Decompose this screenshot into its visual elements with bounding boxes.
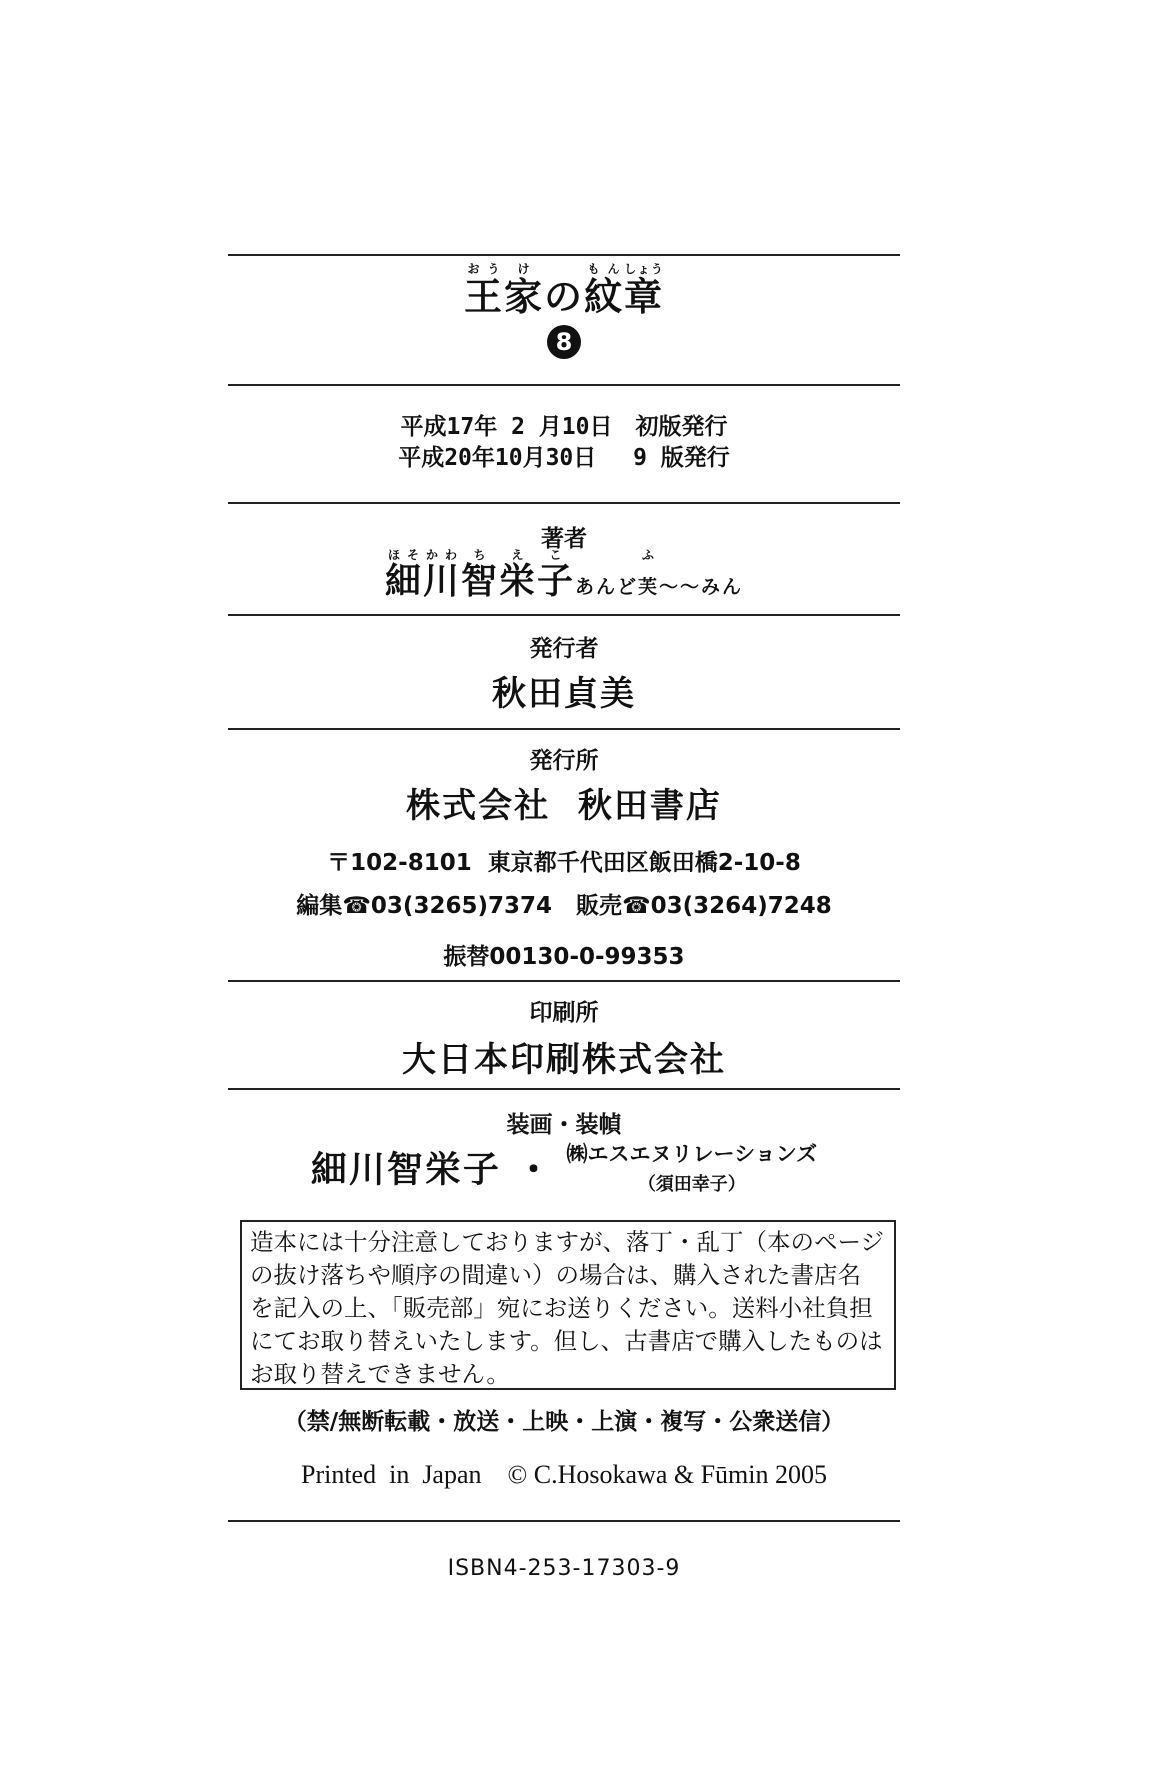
- volume-number-badge: 8: [547, 325, 581, 359]
- design-credits: [228, 1138, 900, 1196]
- design-company-name: ㈱エスエヌリレーションズ: [566, 1142, 818, 1166]
- publisher-address: 〒102-8101 東京都千代田区飯田橋2-10-8: [327, 850, 801, 876]
- title-char: 紋もん: [584, 262, 625, 319]
- author-name-kanji: [384, 548, 576, 602]
- printer-name: 大日本印刷株式会社: [402, 1040, 726, 1080]
- design-company-person: （須田幸子）: [637, 1174, 746, 1195]
- publisher-person-name: 秋田貞美: [492, 674, 636, 714]
- publisher-label: 発行所: [529, 748, 599, 774]
- current-edition-date: 平成20年10月30日 9 版発行: [398, 445, 730, 471]
- publisher-phones: 編集☎03(3265)7374 販売☎03(3264)7248: [296, 893, 832, 919]
- divider: [228, 384, 900, 386]
- author-name: [228, 548, 900, 604]
- author-suffix-pre: あんど: [575, 576, 639, 598]
- divider: [228, 728, 900, 730]
- printer-label: 印刷所: [529, 1000, 599, 1026]
- divider: [228, 1520, 900, 1522]
- author-label: 著者: [541, 526, 587, 552]
- defect-notice-box: [240, 1220, 896, 1390]
- author-suffix: [575, 548, 744, 598]
- author-suffix-post: 〜〜みん: [659, 576, 744, 598]
- printed-line: [228, 1460, 900, 1490]
- rights-notice: （禁/無断転載・放送・上映・上演・複写・公衆送信）: [283, 1409, 845, 1435]
- divider: [228, 254, 900, 256]
- title-char: 家け: [503, 262, 544, 319]
- design-company: [567, 1138, 818, 1196]
- isbn: ISBN4-253-17303-9: [447, 1556, 681, 1581]
- notice-line: お取り替えできません。: [250, 1360, 510, 1388]
- publisher-transfer-account: 振替00130-0-99353: [443, 944, 685, 970]
- author-char: 栄え: [498, 548, 537, 602]
- copyright-notice: © C.Hosokawa & Fūmin 2005: [507, 1460, 827, 1489]
- printed-in-japan: Printed in Japan: [300, 1460, 482, 1489]
- divider: [228, 614, 900, 616]
- title-char: の: [543, 275, 584, 319]
- notice-line: 造本には十分注意しておりますが、落丁・乱丁（本のページ: [250, 1228, 885, 1256]
- author-char: 智ち: [460, 548, 499, 602]
- author-char: 子こ: [537, 548, 576, 602]
- notice-line: の抜け落ちや順序の間違い）の場合は、購入された書店名: [250, 1261, 861, 1289]
- design-label: 装画・装幀: [506, 1112, 622, 1138]
- author-char: 川かわ: [422, 548, 461, 602]
- publication-dates: [228, 412, 900, 474]
- divider: [228, 1088, 900, 1090]
- designer-name: 細川智栄子 ・: [310, 1149, 554, 1191]
- divider: [228, 980, 900, 982]
- title-char: 王おう: [463, 262, 504, 319]
- publisher-name: 株式会社 秋田書店: [406, 786, 722, 826]
- notice-line: にてお取り替えいたします。但し、古書店で購入したものは: [250, 1327, 883, 1355]
- first-edition-date: 平成17年 2 月10日 初版発行: [400, 414, 728, 440]
- publisher-person-label: 発行者: [529, 636, 599, 662]
- notice-line: を記入の上、「販売部」宛にお送りください。送料小社負担: [250, 1294, 873, 1322]
- author-char: 細ほそ: [384, 548, 423, 602]
- title-char: 章しょう: [624, 262, 665, 319]
- divider: [228, 502, 900, 504]
- book-title: [228, 262, 900, 321]
- author-suffix-kanji: 芙ふ: [638, 548, 660, 598]
